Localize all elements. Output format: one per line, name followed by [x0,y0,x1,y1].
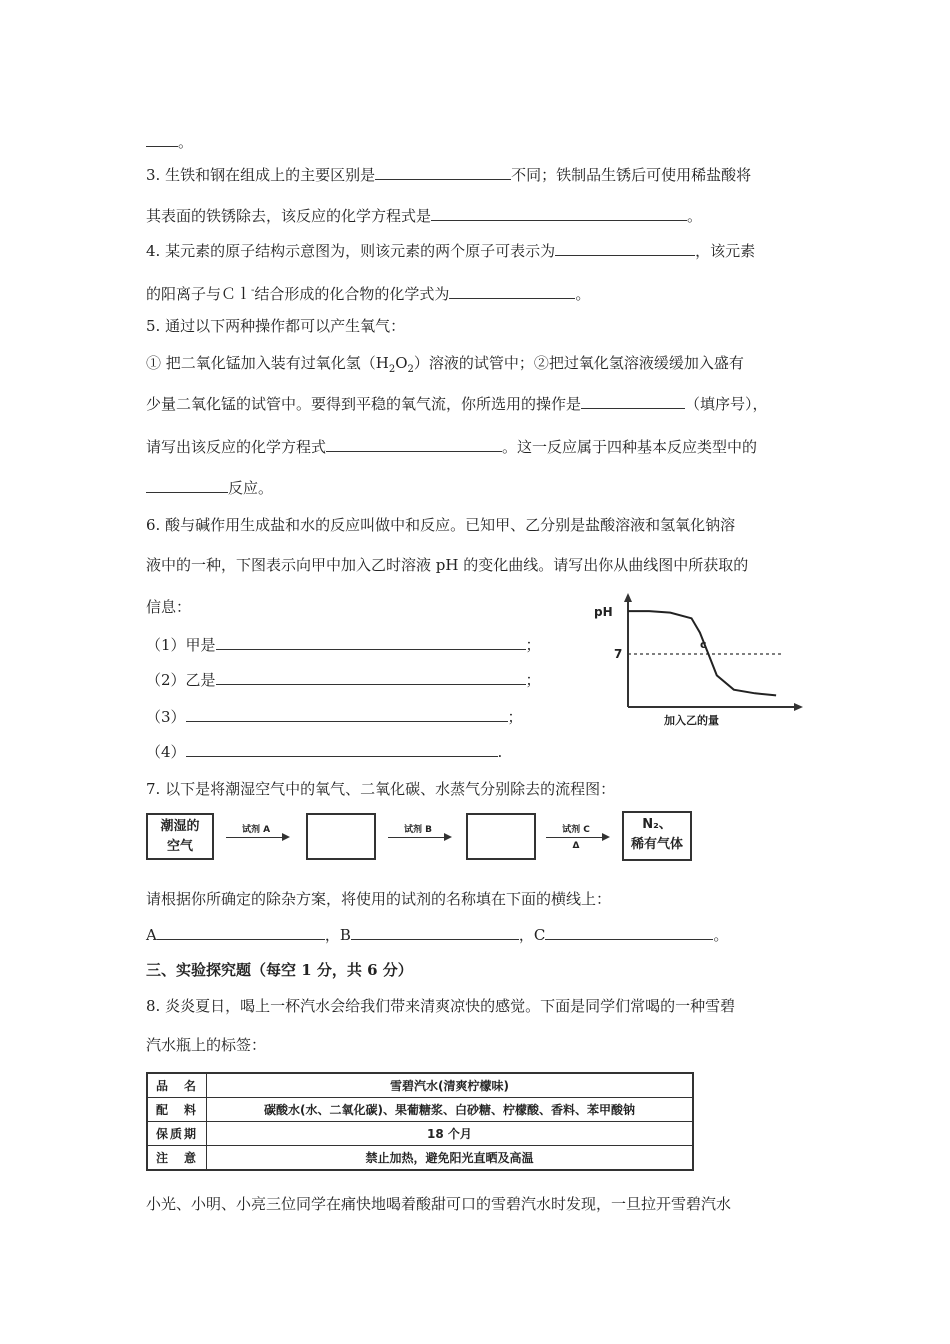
flow-empty-box-2 [466,813,536,860]
reference-tick-label: 7 [614,647,623,661]
table-row: 保质期 18 个月 [147,1122,693,1146]
y-axis-label: pH [594,605,613,619]
answer-blank[interactable] [186,706,508,722]
question-6-item-1: （1）甲是 ； [146,636,541,654]
flow-arrow-b [388,837,450,838]
flow-arrow-b-label: 试剂 B [404,825,432,835]
answer-blank[interactable] [216,669,526,685]
answer-blank[interactable] [216,634,526,650]
question-5-line-3: 请写出该反应的化学方程式 。这一反应属于四种基本反应类型中的 [146,438,758,456]
question-6-line-3: 信息： [146,598,192,616]
flow-arrow-a [226,837,288,838]
answer-blank[interactable] [431,205,687,221]
question-3-line-1: 3. 生铁和钢在组成上的主要区别是 不同；铁制品生锈后可使用稀盐酸将 [146,166,752,184]
x-axis-label: 加入乙的量 [664,714,719,727]
flow-arrow-c-heat: Δ [572,841,580,851]
point-c-label: c [700,638,707,651]
flow-end-box: N₂、 稀有气体 [622,811,692,861]
question-6-line-1: 6. 酸与碱作用生成盐和水的反应叫做中和反应。已知甲、乙分别是盐酸溶液和氢氧化钠溶 [146,516,736,534]
ph-series-line [628,611,776,695]
answer-blank[interactable] [581,393,685,409]
table-row: 品 名 雪碧汽水(清爽柠檬味) [147,1073,693,1098]
question-7-ask: 请根据你所确定的除杂方案，将使用的试剂的名称填在下面的横线上： [146,890,612,908]
question-5-line-2: 少量二氧化锰的试管中。要得到平稳的氧气流，你所选用的操作是 （填序号）， [146,395,768,413]
question-6-item-3: （3） ； [146,708,523,726]
flow-arrow-c-label: 试剂 C [562,825,590,835]
answer-blank[interactable] [326,436,502,452]
question-4-line-2: 的阳离子与Ｃｌ-结合形成的化合物的化学式为 。 [146,285,591,303]
answer-blank[interactable] [186,741,498,757]
question-6-line-2: 液中的一种，下图表示向甲中加入乙时溶液 pH 的变化曲线。请写出你从曲线图中所获取的 [146,556,749,574]
question-8-line-3: 小光、小明、小亮三位同学在痛快地喝着酸甜可口的雪碧汽水时发现，一旦拉开雪碧汽水 [146,1195,732,1213]
question-7-title: 7. 以下是将潮湿空气中的氧气、二氧化碳、水蒸气分别除去的流程图： [146,780,616,798]
question-4-line-1: 4. 某元素的原子结构示意图为，则该元素的两个原子可表示为 ，该元素 [146,242,756,260]
flow-arrow-a-label: 试剂 A [241,825,271,835]
table-row: 配 料 碳酸水(水、二氧化碳)、果葡糖浆、白砂糖、柠檬酸、香料、苯甲酸钠 [147,1098,693,1122]
y-axis-arrow [624,593,632,602]
question-8-line-2: 汽水瓶上的标签： [146,1036,267,1054]
answer-blank[interactable] [146,131,178,147]
soda-label-table [146,1072,694,1171]
section-3-heading: 三、实验探究题（每空 1 分，共 6 分） [146,961,413,979]
table-row: 注 意 禁止加热，避免阳光直晒及高温 [147,1146,693,1171]
answer-blank[interactable] [146,477,228,493]
reagent-b-blank[interactable] [351,924,519,940]
reagent-c-blank[interactable] [545,924,713,940]
question-5-line-1: ① 把二氧化锰加入装有过氧化氢$(H_2O_2)$溶液的试管中；②把过氧化氢溶液缓缓加入盛有 [146,354,744,375]
answer-blank[interactable] [375,164,511,180]
answer-blank[interactable] [555,240,695,256]
answer-blank[interactable] [449,283,575,299]
question-7-answers: A ，B ，C 。 [146,926,729,944]
question-5-line-4: 反应。 [146,477,273,498]
question-3-line-2: 其表面的铁锈除去，该反应的化学方程式是 。 [146,207,703,225]
ph-curve-chart [588,592,810,732]
reagent-a-blank[interactable] [157,924,325,940]
x-axis-arrow [794,703,803,711]
text-line: 。 [146,131,193,152]
flow-arrow-c [546,837,608,838]
flow-start-box: 潮湿的 空气 [146,813,214,860]
flow-empty-box-1 [306,813,376,860]
question-6-item-2: （2）乙是 ； [146,671,541,689]
question-6-item-4: （4） . [146,743,503,761]
question-5-title: 5. 通过以下两种操作都可以产生氧气： [146,317,406,335]
question-8-line-1: 8. 炎炎夏日，喝上一杯汽水会给我们带来清爽凉快的感觉。下面是同学们常喝的一种雪碧 [146,997,736,1015]
